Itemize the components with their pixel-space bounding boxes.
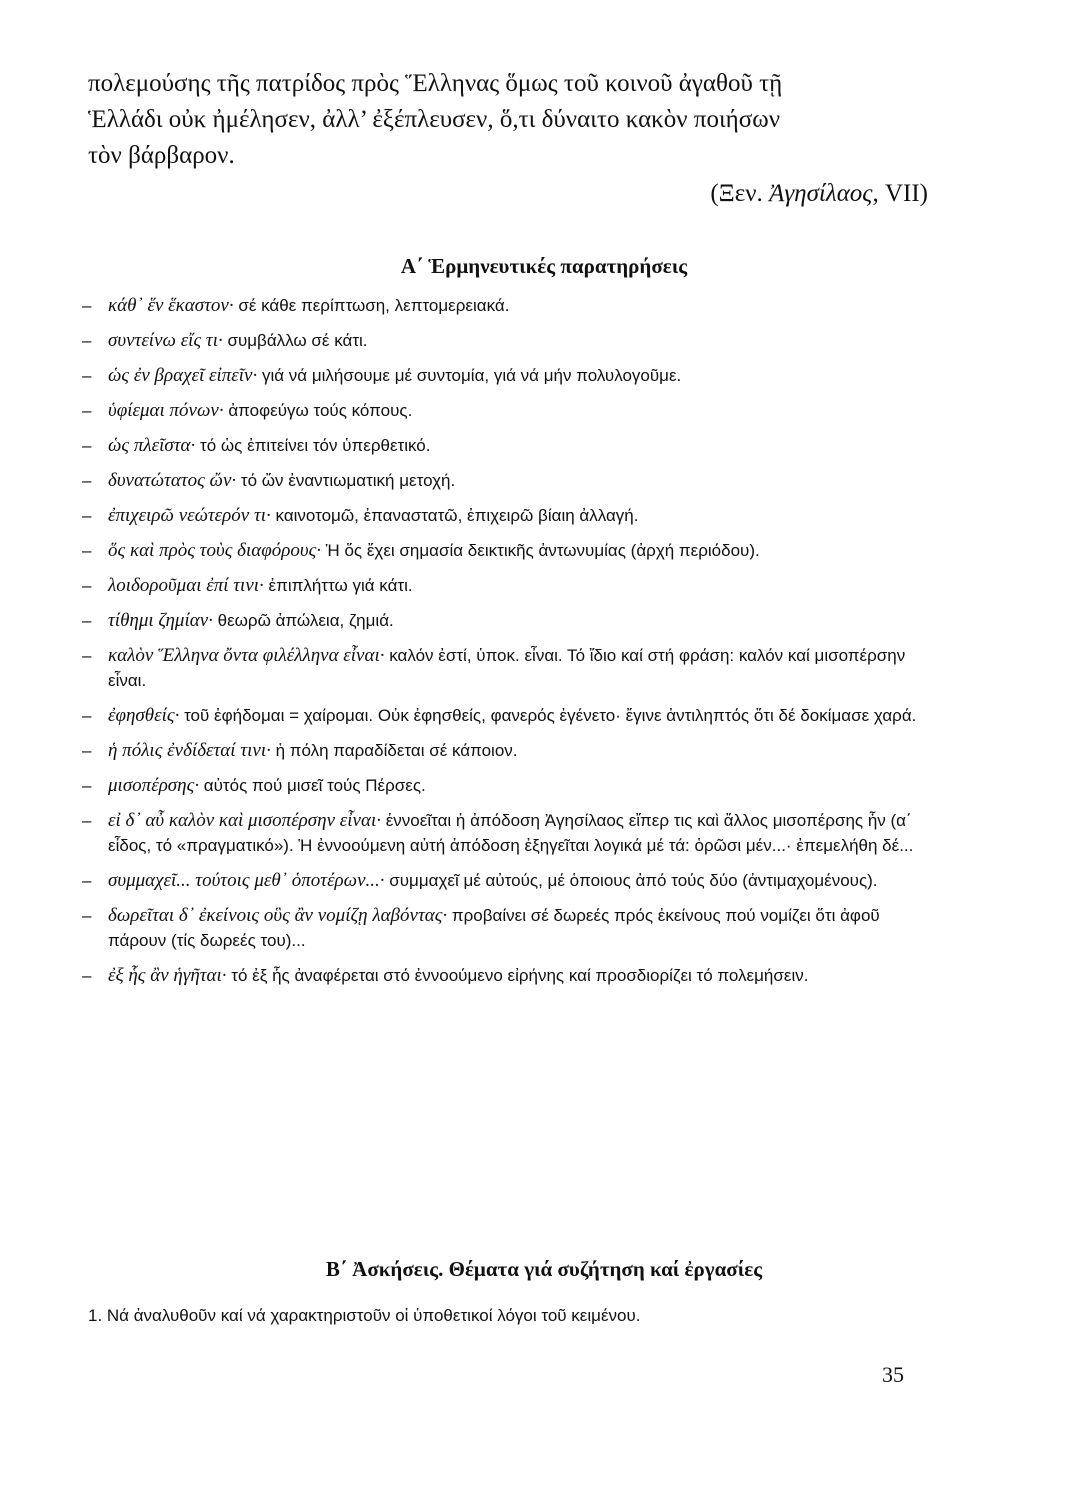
notes-list	[82, 293, 917, 998]
note-text: γιά νά μιλήσουμε μέ συντομία, γιά νά μήν πολυλογοῦμε.	[257, 366, 682, 385]
intro-line: τὸν βάρβαρον.	[88, 142, 235, 169]
note-text: καλόν ἐστί, ὑποκ. εἶναι. Τό ἴδιο καί στή φράση: καλόν καί μισοπέρσην εἶναι.	[108, 646, 906, 690]
note-term: ὡς ἐν βραχεῖ εἰπεῖν·	[108, 365, 258, 386]
note-item: – ἐφησθείς· τοῦ ἐφήδομαι = χαίρομαι. Οὐκ ἐφησθείς, φανερός ἐγένετο· ἔγινε ἀντιληπτός ὅτι δέ δοκίμασε χαρά.	[82, 705, 917, 726]
note-term: ὡς πλεῖστα·	[108, 435, 196, 456]
note-text: ἐννοεῖται ἡ ἀπόδοση Ἀγησίλαος εἴπερ τις καὶ ἄλλος μισοπέρσης ἦν (α΄ εἶδος, τό «πραγματικό»). Ἡ ἐννοούμενη αὐτή ἀπόδοση ἐξηγεῖται λογικά μέ τά: ὁρῶσι μέν...· ἐπεμελήθη δέ...	[108, 811, 914, 855]
note-term: τίθημι ζημίαν·	[108, 610, 213, 631]
note-term: συμμαχεῖ... τούτοις μεθ᾽ ὁποτέρων...·	[108, 870, 385, 891]
note-item: – δυνατώτατος ὤν· τό ὤν ἐναντιωματική μετοχή.	[82, 470, 456, 491]
note-item: – ὡς πλεῖστα· τό ὡς ἐπιτείνει τόν ὑπερθετικό.	[82, 435, 431, 456]
note-text: καινοτομῶ, ἐπαναστατῶ, ἐπιχειρῶ βίαιη ἀλλαγή.	[270, 506, 639, 525]
note-term: δωρεῖται δ᾽ ἐκείνοις οὓς ἂν νομίζῃ λαβόντας·	[108, 905, 448, 926]
note-text: τό ὡς ἐπιτείνει τόν ὑπερθετικό.	[195, 436, 431, 455]
note-text: ἐπιπλήττω γιά κάτι.	[263, 576, 413, 595]
note-text: συμβάλλω σέ κάτι.	[222, 331, 368, 350]
note-term: κάθ᾽ ἕν ἕκαστον·	[108, 295, 234, 316]
exercise-item: 1. Νά ἀναλυθοῦν καί νά χαρακτηριστοῦν οἱ ὑποθετικοί λόγοι τοῦ κειμένου.	[88, 1306, 641, 1325]
note-text: τό ὤν ἐναντιωματική μετοχή.	[236, 471, 456, 490]
note-item: – ἐπιχειρῶ νεώτερόν τι· καινοτομῶ, ἐπαναστατῶ, ἐπιχειρῶ βίαιη ἀλλαγή.	[82, 505, 639, 526]
source-citation	[710, 180, 928, 208]
note-item: – ἐξ ἧς ἂν ἡγῆται· τό ἐξ ἧς ἀναφέρεται στό ἐννοούμενο εἰρήνης καί προσδιορίζει τό πολεμήσειν.	[82, 965, 809, 986]
citation-work: Ἀγησίλαος	[769, 180, 873, 207]
note-term: λοιδοροῦμαι ἐπί τινι·	[108, 575, 264, 596]
note-item: – ὅς καὶ πρὸς τοὺς διαφόρους· Ἡ ὅς ἔχει σημασία δεικτικῆς ἀντωνυμίας (ἀρχή περιόδου).	[82, 540, 760, 561]
note-term: καλὸν Ἕλληνα ὄντα φιλέλληνα εἶναι·	[108, 645, 385, 666]
note-text: τοῦ ἐφήδομαι = χαίρομαι. Οὐκ ἐφησθείς, φανερός ἐγένετο· ἔγινε ἀντιληπτός ὅτι δέ δοκίμασε χαρά.	[179, 706, 917, 725]
citation-prefix: (Ξεν.	[710, 180, 770, 207]
note-item: – λοιδοροῦμαι ἐπί τινι· ἐπιπλήττω γιά κάτι.	[82, 575, 413, 596]
note-term: ἐξ ἧς ἂν ἡγῆται·	[108, 965, 227, 986]
note-item: – ὡς ἐν βραχεῖ εἰπεῖν· γιά νά μιλήσουμε μέ συντομία, γιά νά μήν πολυλογοῦμε.	[82, 365, 682, 386]
note-text: τό ἐξ ἧς ἀναφέρεται στό ἐννοούμενο εἰρήνης καί προσδιορίζει τό πολεμήσειν.	[226, 966, 809, 985]
note-term: ἐπιχειρῶ νεώτερόν τι·	[108, 505, 271, 526]
note-term: δυνατώτατος ὤν·	[108, 470, 237, 491]
note-term: ὅς καὶ πρὸς τοὺς διαφόρους·	[108, 540, 322, 561]
note-text: συμμαχεῖ μέ αὐτούς, μέ ὁποιους ἀπό τούς δύο (ἀντιμαχομένους).	[384, 871, 878, 890]
citation-suffix: , VII)	[872, 180, 928, 207]
intro-passage	[88, 66, 938, 174]
note-text: θεωρῶ ἀπώλεια, ζημιά.	[212, 611, 394, 630]
note-item: – μισοπέρσης· αὐτός πού μισεῖ τούς Πέρσες.	[82, 775, 426, 796]
note-term: ἡ πόλις ἐνδίδεταί τινι·	[108, 740, 271, 761]
note-item: – κάθ᾽ ἕν ἕκαστον· σέ κάθε περίπτωση, λεπτομερειακά.	[82, 295, 510, 316]
note-term: εἰ δ᾽ αὖ καλὸν καὶ μισοπέρσην εἶναι·	[108, 810, 381, 831]
note-item: – ἡ πόλις ἐνδίδεταί τινι· ἡ πόλη παραδίδεται σέ κάποιον.	[82, 740, 518, 761]
note-text: ἡ πόλη παραδίδεται σέ κάποιον.	[270, 741, 518, 760]
note-text: αὐτός πού μισεῖ τούς Πέρσες.	[199, 776, 426, 795]
note-text: Ἡ ὅς ἔχει σημασία δεικτικῆς ἀντωνυμίας (ἀρχή περιόδου).	[321, 541, 760, 560]
intro-line: Ἑλλάδι οὐκ ἠμέλησεν, ἀλλ’ ἐξέπλευσεν, ὅ,τι δύναιτο κακὸν ποιήσων	[88, 106, 780, 133]
section-a-heading: Α΄ Ἑρμηνευτικές παρατηρήσεις	[400, 254, 688, 278]
note-term: συντείνω εἴς τι·	[108, 330, 223, 351]
note-item: – δωρεῖται δ᾽ ἐκείνοις οὓς ἂν νομίζῃ λαβόντας· προβαίνει σέ δωρεές πρός ἐκείνους πού νομίζει ὅτι ἀφοῦ πάρουν (τίς δωρεές του)...	[82, 905, 880, 950]
note-text: προβαίνει σέ δωρεές πρός ἐκείνους πού νομίζει ὅτι ἀφοῦ πάρουν (τίς δωρεές του)...	[108, 906, 880, 950]
note-item: – συμμαχεῖ... τούτοις μεθ᾽ ὁποτέρων...· συμμαχεῖ μέ αὐτούς, μέ ὁποιους ἀπό τούς δύο (ἀντιμαχομένους).	[82, 870, 878, 891]
page-number: 35	[882, 1362, 904, 1387]
note-text: ἀποφεύγω τούς κόπους.	[223, 401, 413, 420]
note-text: σέ κάθε περίπτωση, λεπτομερειακά.	[233, 296, 510, 315]
note-item: – ὑφίεμαι πόνων· ἀποφεύγω τούς κόπους.	[82, 400, 413, 421]
note-item: – καλὸν Ἕλληνα ὄντα φιλέλληνα εἶναι· καλόν ἐστί, ὑποκ. εἶναι. Τό ἴδιο καί στή φράση: καλόν καί μισοπέρσην εἶναι.	[82, 645, 906, 690]
note-term: μισοπέρσης·	[108, 775, 200, 796]
section-b-heading: Β΄ Ἀσκήσεις. Θέματα γιά συζήτηση καί ἐργασίες	[325, 1257, 763, 1281]
note-item: – συντείνω εἴς τι· συμβάλλω σέ κάτι.	[82, 330, 368, 351]
note-item: – εἰ δ᾽ αὖ καλὸν καὶ μισοπέρσην εἶναι· ἐννοεῖται ἡ ἀπόδοση Ἀγησίλαος εἴπερ τις καὶ ἄλλος μισοπέρσης ἦν (α΄ εἶδος, τό «πραγματικό»). Ἡ ἐννοούμενη αὐτή ἀπόδοση ἐξηγεῖται λογικά μέ τά: ὁρῶσι μέν...· ἐπεμελήθη δέ...	[82, 810, 914, 855]
note-item: – τίθημι ζημίαν· θεωρῶ ἀπώλεια, ζημιά.	[82, 610, 394, 631]
intro-line: πολεμούσης τῆς πατρίδος πρὸς Ἕλληνας ὅμως τοῦ κοινοῦ ἀγαθοῦ τῇ	[88, 70, 783, 97]
note-term: ὑφίεμαι πόνων·	[108, 400, 224, 421]
note-term: ἐφησθείς·	[108, 705, 180, 726]
